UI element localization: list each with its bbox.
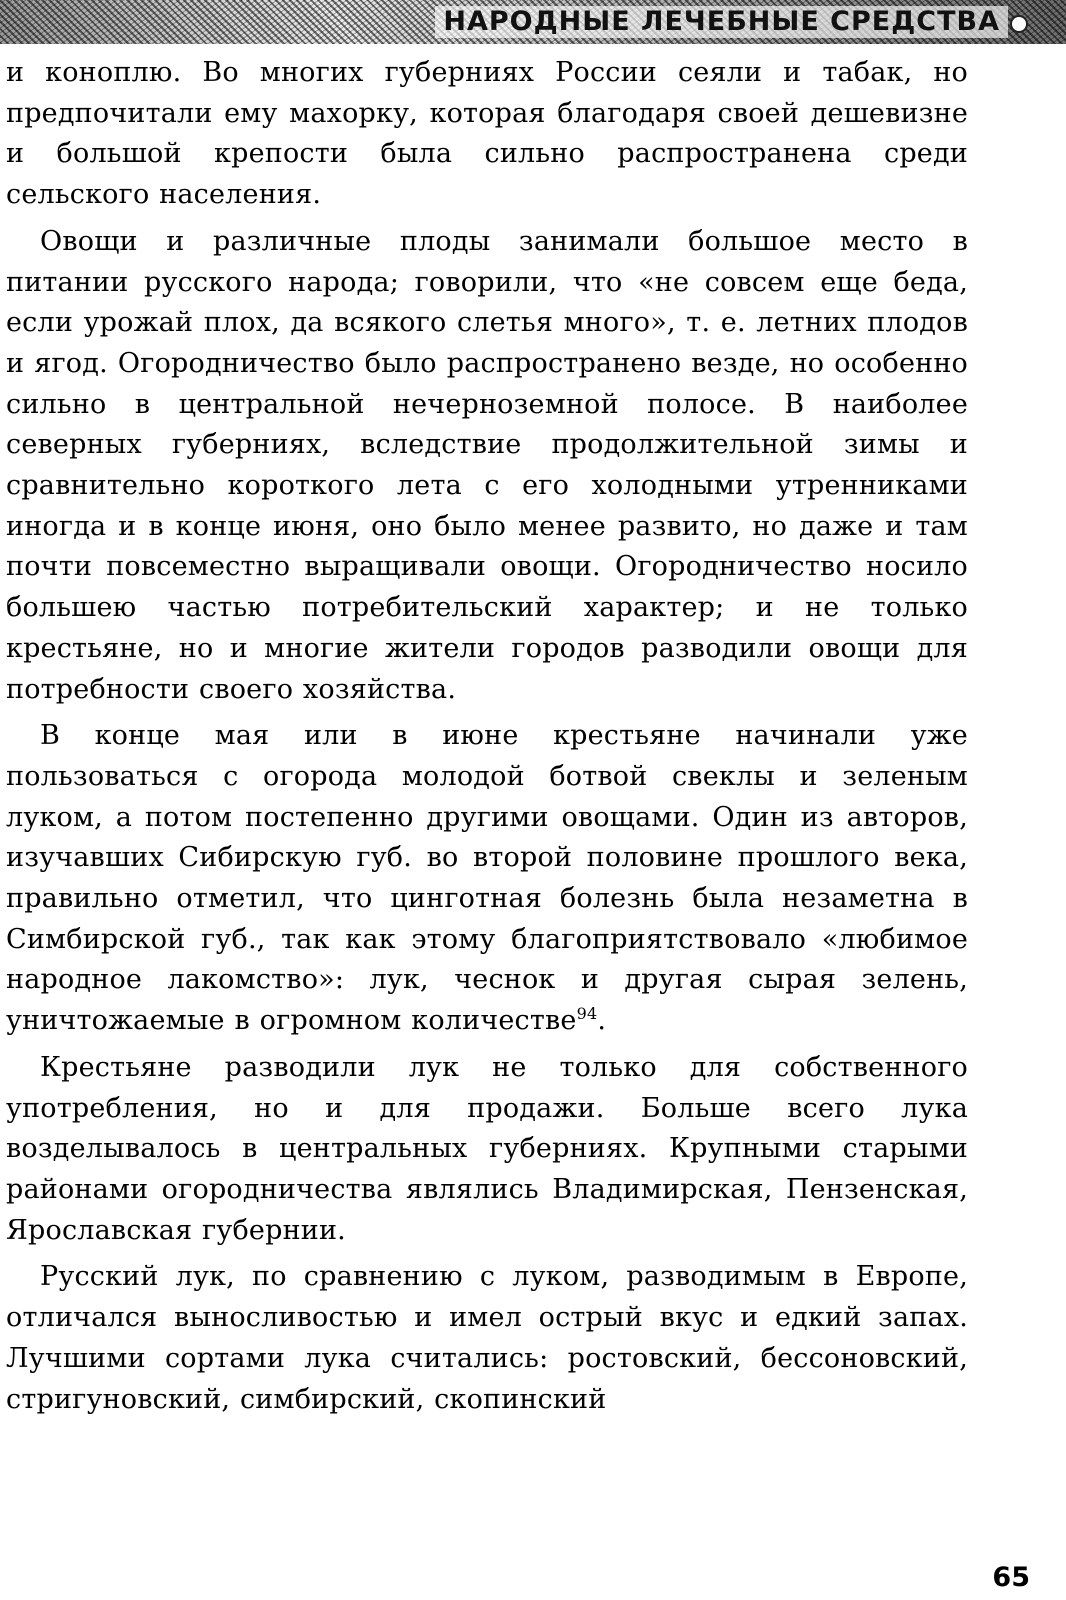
paragraph-3-text: В конце мая или в июне крестьяне начинали уже пользоваться с огорода молодой ботвой свеклы и зеленым луком, а потом постепенно другими овощами. Один из авторов, изучавших Сибирскую губ. во второй половине прошлого века, правильно отметил, что цинготная болезнь была незаметна в Симбирской губ., так как этому благоприятствовало «любимое народное лакомство»: лук, чеснок и другая сырая зелень, уничтожаемые в огромном количестве [6, 720, 968, 1037]
paragraph-5: Русский лук, по сравнению с луком, разводимым в Европе, отличался выносливостью и имел острый вкус и едкий запах. Лучшими сортами лука считались: ростовский, бессоновский, стригуновский, симбирский, скопинский [6, 1261, 968, 1415]
page-body [6, 53, 968, 1420]
paragraph-2: Овощи и различные плоды занимали большое место в питании русского народа; говорили, что «не совсем еще беда, если урожай плох, да всякого слетья много», т. е. летних плодов и ягод. Огородничество было распространено везде, но особенно сильно в центральной нечерноземной полосе. В наиболее северных губерниях, вследствие продолжительной зимы и сравнительно короткого лета с его холодными утренниками иногда и в конце июня, оно было менее развито, но даже и там почти повсеместно выращивали овощи. Огородничество носило большею частью потребительский характер; и не только крестьяне, но и многие жители городов разводили овощи для потребности своего хозяйства. [6, 225, 968, 705]
page-number: 65 [992, 1562, 1030, 1593]
bullet-dot-icon [1010, 15, 1028, 33]
footnote-reference: 94 [576, 1004, 598, 1024]
paragraph-3 [6, 716, 968, 1042]
paragraph-1: и коноплю. Во многих губерниях России сеяли и табак, но предпочитали ему махорку, которая благодаря своей дешевизне и большой крепости была сильно распространена среди сельского населения. [6, 57, 968, 211]
running-header-title: НАРОДНЫЕ ЛЕЧЕБНЫЕ СРЕДСТВА [435, 6, 1008, 38]
paragraph-4: Крестьяне разводили лук не только для собственного употребления, но и для продажи. Больше всего лука возделывалось в центральных губерниях. Крупными старыми районами огородничества являлись Владимирская, Пензенская, Ярославская губернии. [6, 1051, 968, 1246]
running-header [0, 0, 1066, 44]
paragraph-3-end: . [597, 1005, 607, 1037]
